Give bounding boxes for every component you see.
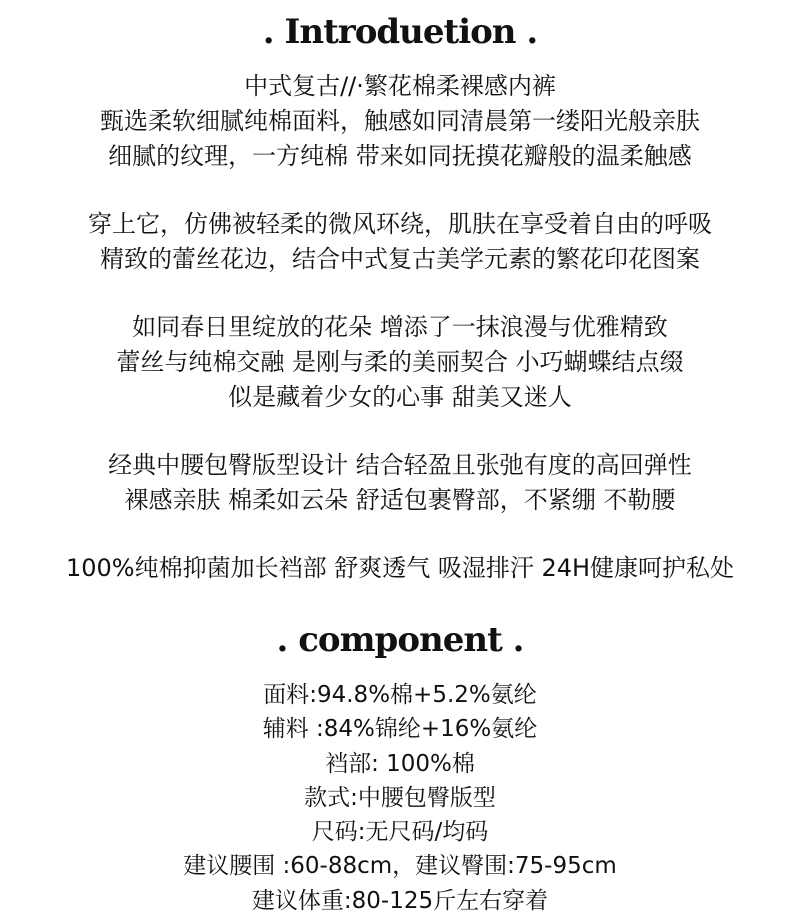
paragraph-gap [0, 415, 800, 448]
intro-paragraph [0, 207, 800, 277]
introduction-heading: . Introduetion . [262, 12, 538, 52]
paragraph-gap [0, 518, 800, 551]
intro-line: 甄选柔软细腻纯棉面料，触感如同清晨第一缕阳光般亲肤 [100, 107, 700, 135]
intro-line: 100%纯棉抑菌加长裆部 舒爽透气 吸湿排汗 24H健康呵护私处 [65, 554, 735, 582]
spec-style: 款式:中腰包臀版型 [304, 784, 496, 811]
spec-weight: 建议体重:80-125斤左右穿着 [251, 887, 549, 914]
intro-paragraph [0, 69, 800, 174]
intro-line: 似是藏着少女的心事 甜美又迷人 [228, 383, 572, 411]
intro-line: 细腻的纹理，一方纯棉 带来如同抚摸花瓣般的温柔触感 [108, 142, 692, 170]
intro-paragraph [0, 448, 800, 518]
intro-paragraph [0, 310, 800, 415]
spec-fabric: 面料:94.8%棉+5.2%氨纶 [263, 682, 537, 708]
intro-line: 经典中腰包臀版型设计 结合轻盈且张弛有度的高回弹性 [108, 451, 692, 479]
intro-line: 中式复古//·繁花棉柔裸感内裤 [244, 72, 556, 100]
introduction-text [0, 69, 800, 586]
intro-line: 穿上它，仿佛被轻柔的微风环绕，肌肤在享受着自由的呼吸 [88, 210, 712, 238]
spec-trim: 辅料 :84%锦纶+16%氨纶 [262, 716, 538, 743]
spec-crotch: 裆部: 100%棉 [325, 750, 475, 777]
intro-line: 裸感亲肤 棉柔如云朵 舒适包裹臀部，不紧绷 不勒腰 [124, 486, 676, 514]
paragraph-gap [0, 174, 800, 207]
spec-waist-hip: 建议腰围 :60-88cm，建议臀围:75-95cm [183, 853, 617, 880]
spec-size: 尺码:无尺码/均码 [311, 819, 489, 846]
intro-line: 精致的蕾丝花边，结合中式复古美学元素的繁花印花图案 [100, 245, 700, 273]
intro-paragraph [0, 551, 800, 586]
paragraph-gap [0, 277, 800, 310]
intro-line: 如同春日里绽放的花朵 增添了一抹浪漫与优雅精致 [132, 313, 668, 341]
intro-line: 蕾丝与纯棉交融 是刚与柔的美丽契合 小巧蝴蝶结点缀 [116, 348, 684, 376]
component-heading: . component . [276, 620, 524, 660]
component-spec-list [0, 678, 800, 918]
